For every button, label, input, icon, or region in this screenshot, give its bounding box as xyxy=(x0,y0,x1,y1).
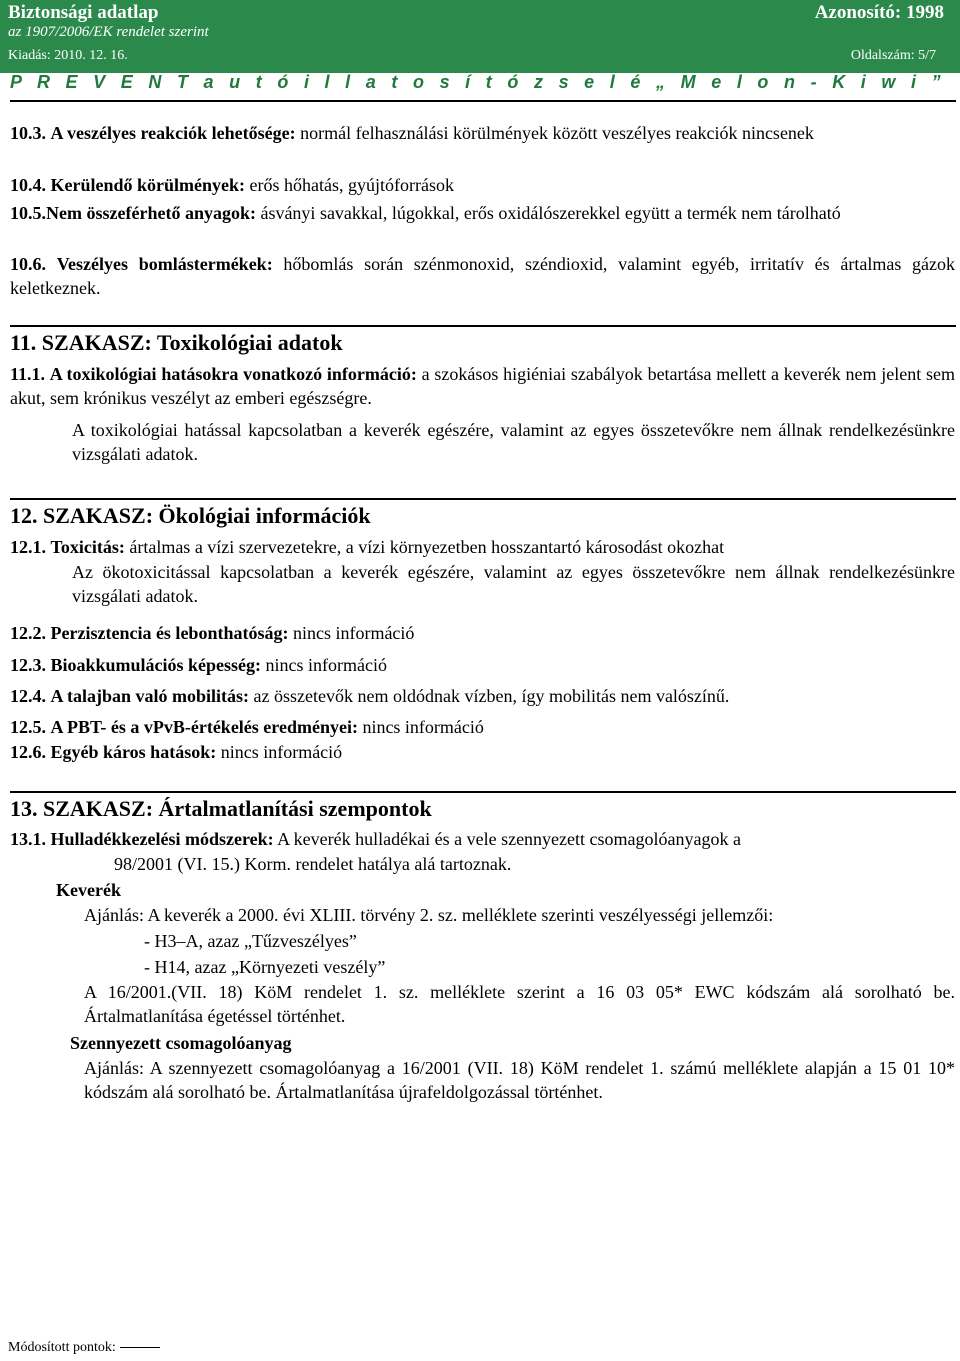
para-13-1-cont: 98/2001 (VI. 15.) Korm. rendelet hatálya alá tartoznak. xyxy=(114,854,512,874)
section-11-heading: 11. SZAKASZ: Toxikológiai adatok xyxy=(10,330,343,355)
keverek-item-h14: - H14, azaz „Környezeti veszély” xyxy=(144,957,386,977)
section-13-divider xyxy=(10,791,956,793)
csomag-label: Szennyezett csomagolóanyag xyxy=(70,1033,292,1053)
keverek-disposal: A 16/2001.(VII. 18) KöM rendelet 1. sz. melléklete szerint a 16 03 05* EWC kódszám alá sorolható be. Ártalmatlanítása égetéssel történhet. xyxy=(84,982,955,1026)
para-10-6: 10.6. Veszélyes bomlástermékek: hőbomlás során szénmonoxid, széndioxid, valamint egyéb, irritatív és ártalmas gázok keletkeznek. xyxy=(10,254,956,298)
para-10-5: 10.5.Nem összeférhető anyagok: ásványi savakkal, lúgokkal, erős oxidálószerekkel együtt a termék nem tárolható xyxy=(10,203,841,223)
para-11-1-extra: A toxikológiai hatással kapcsolatban a keverék egészére, valamint az egyes összetevőkre nem állnak rendelkezésünkre vizsgálati adatok. xyxy=(72,420,955,464)
section-11-divider xyxy=(10,325,956,327)
modified-points-line xyxy=(120,1347,160,1348)
document-title: Biztonsági adatlap xyxy=(8,2,159,23)
section-12-divider xyxy=(10,498,956,500)
keverek-label: Keverék xyxy=(56,880,121,900)
document-id: Azonosító: 1998 xyxy=(814,2,944,23)
section-12-heading: 12. SZAKASZ: Ökológiai információk xyxy=(10,503,371,528)
para-11-1: 11.1. A toxikológiai hatásokra vonatkozó információ: a szokásos higiéniai szabályok betartása mellett a keverék nem jelent sem akut, sem krónikus veszélyt az emberi egészségre. xyxy=(10,364,955,408)
para-12-1: 12.1. Toxicitás: ártalmas a vízi szervezetekre, a vízi környezetben hosszantartó károsodást okozhat xyxy=(10,537,725,557)
para-12-3: 12.3. Bioakkumulációs képesség: nincs információ xyxy=(10,655,388,675)
regulation-ref: az 1907/2006/EK rendelet szerint xyxy=(8,24,209,40)
product-name: P R E V E N T a u t ó i l l a t o s í t ó z s e l é „ M e l o n - K i w i ” xyxy=(10,72,946,92)
header-divider xyxy=(10,100,956,102)
page-number: Oldalszám: 5/7 xyxy=(850,48,936,63)
section-13-heading: 13. SZAKASZ: Ártalmatlanítási szempontok xyxy=(10,796,432,821)
csomag-recommendation: Ajánlás: A szennyezett csomagolóanyag a 16/2001 (VII. 18) KöM rendelet 1. számú melléklete alapján a 15 01 10* kódszám alá sorolható be. Ártalmatlanítása újrafeldolgozással történhet. xyxy=(84,1058,955,1102)
keverek-item-h3: - H3–A, azaz „Tűzveszélyes” xyxy=(144,931,357,951)
modified-points: Módosított pontok: xyxy=(8,1340,160,1356)
para-12-1-extra: Az ökotoxicitással kapcsolatban a keverék egészére, valamint az egyes összetevőkre nem állnak rendelkezésünkre vizsgálati adatok. xyxy=(72,562,955,606)
para-12-2: 12.2. Perzisztencia és lebonthatóság: nincs információ xyxy=(10,623,415,643)
para-12-5: 12.5. A PBT- és a vPvB-értékelés eredményei: nincs információ xyxy=(10,717,484,737)
issue-date: Kiadás: 2010. 12. 16. xyxy=(8,48,128,63)
para-12-4: 12.4. A talajban való mobilitás: az összetevők nem oldódnak vízben, így mobilitás nem valószínű. xyxy=(10,686,730,706)
para-12-6: 12.6. Egyéb káros hatások: nincs információ xyxy=(10,742,343,762)
para-10-3: 10.3. A veszélyes reakciók lehetősége: normál felhasználási körülmények között veszélyes reakciók nincsenek xyxy=(10,123,814,143)
para-10-4: 10.4. Kerülendő körülmények: erős hőhatás, gyújtóforrások xyxy=(10,175,454,195)
keverek-recommendation: Ajánlás: A keverék a 2000. évi XLIII. törvény 2. sz. melléklete szerinti veszélyességi jellemzői: xyxy=(84,905,774,925)
para-13-1: 13.1. Hulladékkezelési módszerek: A keverék hulladékai és a vele szennyezett csomagolóanyagok a xyxy=(10,829,741,849)
